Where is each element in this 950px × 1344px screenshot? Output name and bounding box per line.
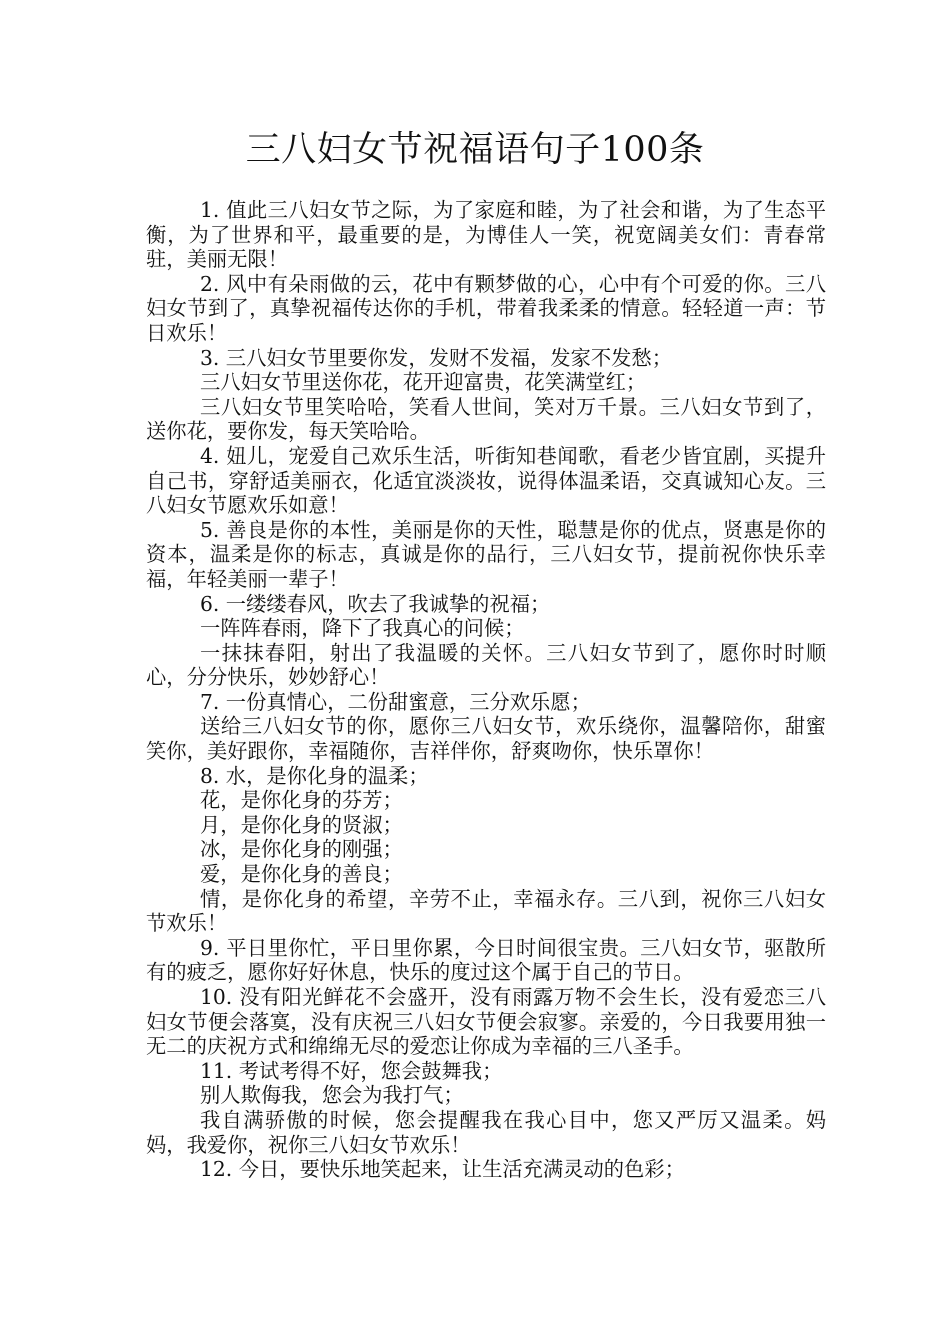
paragraph: 10. 没有阳光鲜花不会盛开，没有雨露万物不会生长，没有爱恋三八妇女节便会落寞，没有庆祝三八妇女节便会寂寥。亲爱的，今日我要用独一无二的庆祝方式和绵绵无尽的爱恋让你成为幸福的三八圣手。 [146, 985, 826, 1059]
paragraph: 别人欺侮我，您会为我打气； [200, 1083, 464, 1108]
paragraph: 一阵阵春雨，降下了我真心的问候； [200, 616, 525, 641]
paragraph: 1. 值此三八妇女节之际，为了家庭和睦，为了社会和谐，为了生态平衡，为了世界和平，最重要的是，为博佳人一笑，祝宽阔美女们：青春常驻，美丽无限！ [146, 198, 826, 272]
paragraph: 三八妇女节里送你花，花开迎富贵，花笑满堂红； [200, 370, 647, 395]
paragraph: 冰，是你化身的刚强； [200, 837, 403, 862]
paragraph: 2. 风中有朵雨做的云，花中有颗梦做的心，心中有个可爱的你。三八妇女节到了，真挚祝福传达你的手机，带着我柔柔的情意。轻轻道一声：节日欢乐！ [146, 271, 826, 345]
paragraph: 月，是你化身的贤淑； [200, 812, 403, 837]
document-body [146, 198, 826, 1182]
paragraph: 花，是你化身的芬芳； [200, 788, 403, 813]
paragraph: 三八妇女节里笑哈哈，笑看人世间，笑对万千景。三八妇女节到了，送你花，要你发，每天笑哈哈。 [146, 394, 826, 444]
paragraph: 送给三八妇女节的你，愿你三八妇女节，欢乐绕你，温馨陪你，甜蜜笑你，美好跟你，幸福随你，吉祥伴你，舒爽吻你，快乐罩你！ [146, 714, 826, 764]
paragraph: 6. 一缕缕春风，吹去了我诚挚的祝福； [200, 591, 551, 616]
paragraph: 9. 平日里你忙，平日里你累，今日时间很宝贵。三八妇女节，驱散所有的疲乏，愿你好好休息，快乐的度过这个属于自己的节日。 [146, 935, 826, 985]
paragraph: 5. 善良是你的本性，美丽是你的天性，聪慧是你的优点，贤惠是你的资本，温柔是你的标志，真诚是你的品行，三八妇女节，提前祝你快乐幸福，年轻美丽一辈子！ [146, 517, 826, 591]
paragraph: 爱，是你化身的善良； [200, 862, 403, 887]
document-title: 三八妇女节祝福语句子100条 [245, 130, 705, 170]
paragraph: 11. 考试考得不好，您会鼓舞我； [200, 1058, 503, 1083]
paragraph: 3. 三八妇女节里要你发，发财不发福，发家不发愁； [200, 345, 672, 370]
paragraph: 我自满骄傲的时候，您会提醒我在我心目中，您又严厉又温柔。妈妈，我爱你，祝你三八妇女节欢乐！ [146, 1107, 826, 1157]
paragraph: 7. 一份真情心，二份甜蜜意，三分欢乐愿； [200, 689, 591, 714]
paragraph: 8. 水，是你化身的温柔； [200, 763, 429, 788]
paragraph: 一抹抹春阳，射出了我温暖的关怀。三八妇女节到了，愿你时时顺心，分分快乐，妙妙舒心！ [146, 640, 826, 690]
paragraph: 4. 妞儿，宠爱自己欢乐生活，听街知巷闻歌，看老少皆宜剧，买提升自己书，穿舒适美丽衣，化适宜淡淡妆，说得体温柔语，交真诚知心友。三八妇女节愿欢乐如意！ [146, 443, 826, 518]
paragraph: 12. 今日，要快乐地笑起来，让生活充满灵动的色彩； [200, 1157, 685, 1182]
paragraph: 情，是你化身的希望，辛劳不止，幸福永存。三八到，祝你三八妇女节欢乐！ [146, 886, 826, 936]
